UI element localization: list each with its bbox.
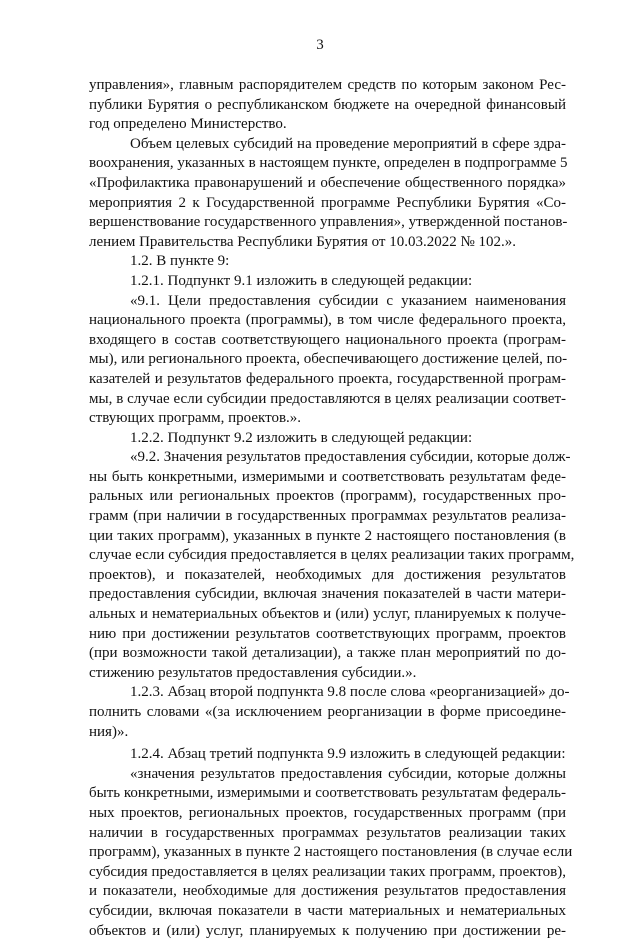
text-line: грамм (при наличии в государственных программах результатов реализа- xyxy=(89,508,566,525)
text-line: ции таких программ), указанных в пункте 2 настоящего постановления (в xyxy=(89,527,566,544)
text-line: нию при достижении результатов соответствующих программ, проектов xyxy=(89,625,566,642)
text-line: случае если субсидия предоставляется в целях реализации таких программ, xyxy=(89,547,575,564)
text-line: «значения результатов предоставления субсидии, которые должны xyxy=(130,765,566,782)
text-line: мероприятия 2 к Государственной программе Республики Бурятия «Со- xyxy=(89,194,566,211)
text-line: год определено Министерство. xyxy=(89,116,287,133)
text-line: публики Бурятия о республиканском бюджете на очередной финансовый xyxy=(89,96,566,113)
text-line: стижению результатов предоставления субсидии.». xyxy=(89,664,417,681)
text-line: 1.2.4. Абзац третий подпункта 9.9 изложить в следующей редакции: xyxy=(130,746,566,763)
text-line: проектов), и показателей, необходимых для достижения результатов xyxy=(89,566,566,583)
text-line: объектов и (или) услуг, планируемых к получению при достижении ре- xyxy=(89,922,566,939)
text-line: ных проектов, региональных проектов, государственных программ (при xyxy=(89,804,566,821)
text-line: лением Правительства Республики Бурятия от 10.03.2022 № 102.». xyxy=(89,233,517,250)
text-line: мы), или регионального проекта, обеспечивающего достижение целей, по- xyxy=(89,351,568,368)
text-line: полнить словами «(за исключением реорганизации в форме присоедине- xyxy=(89,704,566,720)
text-line: входящего в состав соответствующего национального проекта (програм- xyxy=(89,331,566,348)
text-line: предоставления субсидии, включая значения показателей в части матери- xyxy=(89,586,566,603)
text-line: субсидия предоставляется в целях реализации таких программ, проектов), xyxy=(89,863,566,880)
document-body xyxy=(89,76,575,941)
text-line: 1.2. В пункте 9: xyxy=(130,253,230,270)
text-line: и показатели, необходимые для достижения результатов предоставления xyxy=(89,883,566,900)
text-line: 1.2.3. Абзац второй подпункта 9.8 после слова «реорганизацией» до- xyxy=(130,684,570,701)
text-line: (при возможности такой детализации), а также план мероприятий по до- xyxy=(89,645,566,662)
text-line: ральных или региональных проектов (программ), государственных про- xyxy=(89,488,566,505)
text-line: «Профилактика правонарушений и обеспечение общественного порядка» xyxy=(89,174,566,191)
text-line: ны быть конкретными, измеримыми и соответствовать результатам феде- xyxy=(89,468,566,485)
text-line: Объем целевых субсидий на проведение мероприятий в сфере здра- xyxy=(130,135,566,152)
text-line: 1.2.2. Подпункт 9.2 изложить в следующей редакции: xyxy=(130,429,473,446)
text-line: наличии в государственных программах результатов реализации таких xyxy=(89,824,566,841)
text-line: «9.1. Цели предоставления субсидии с указанием наименования xyxy=(130,292,566,309)
text-line: 1.2.1. Подпункт 9.1 изложить в следующей редакции: xyxy=(130,272,473,289)
text-line: мы, в случае если субсидии предоставляются в целях реализации соответ- xyxy=(89,390,566,407)
text-line: воохранения, указанных в настоящем пункте, определен в подпрограмме 5 xyxy=(89,155,568,172)
text-line: программ), указанных в пункте 2 настоящего постановления (в случае если xyxy=(89,844,573,861)
text-line: вершенствование государственного управления», утвержденной постанов- xyxy=(89,214,568,231)
page-number: 3 xyxy=(316,37,324,53)
text-line: ствующих программ, проектов.». xyxy=(89,410,302,427)
text-line: альных и нематериальных объектов и (или) услуг, планируемых к получе- xyxy=(89,606,566,623)
text-line: национального проекта (программы), в том числе федерального проекта, xyxy=(89,312,566,329)
text-line: «9.2. Значения результатов предоставления субсидии, которые долж- xyxy=(130,449,571,466)
text-line: ния)». xyxy=(89,723,129,740)
text-line: субсидии, включая показатели в части материальных и нематериальных xyxy=(89,902,566,919)
text-line: управления», главным распорядителем средств по которым законом Рес- xyxy=(89,77,566,93)
text-line: казателей и результатов федерального проекта, государственной програм- xyxy=(89,370,566,387)
text-line: быть конкретными, измеримыми и соответствовать результатам федераль- xyxy=(89,785,566,802)
